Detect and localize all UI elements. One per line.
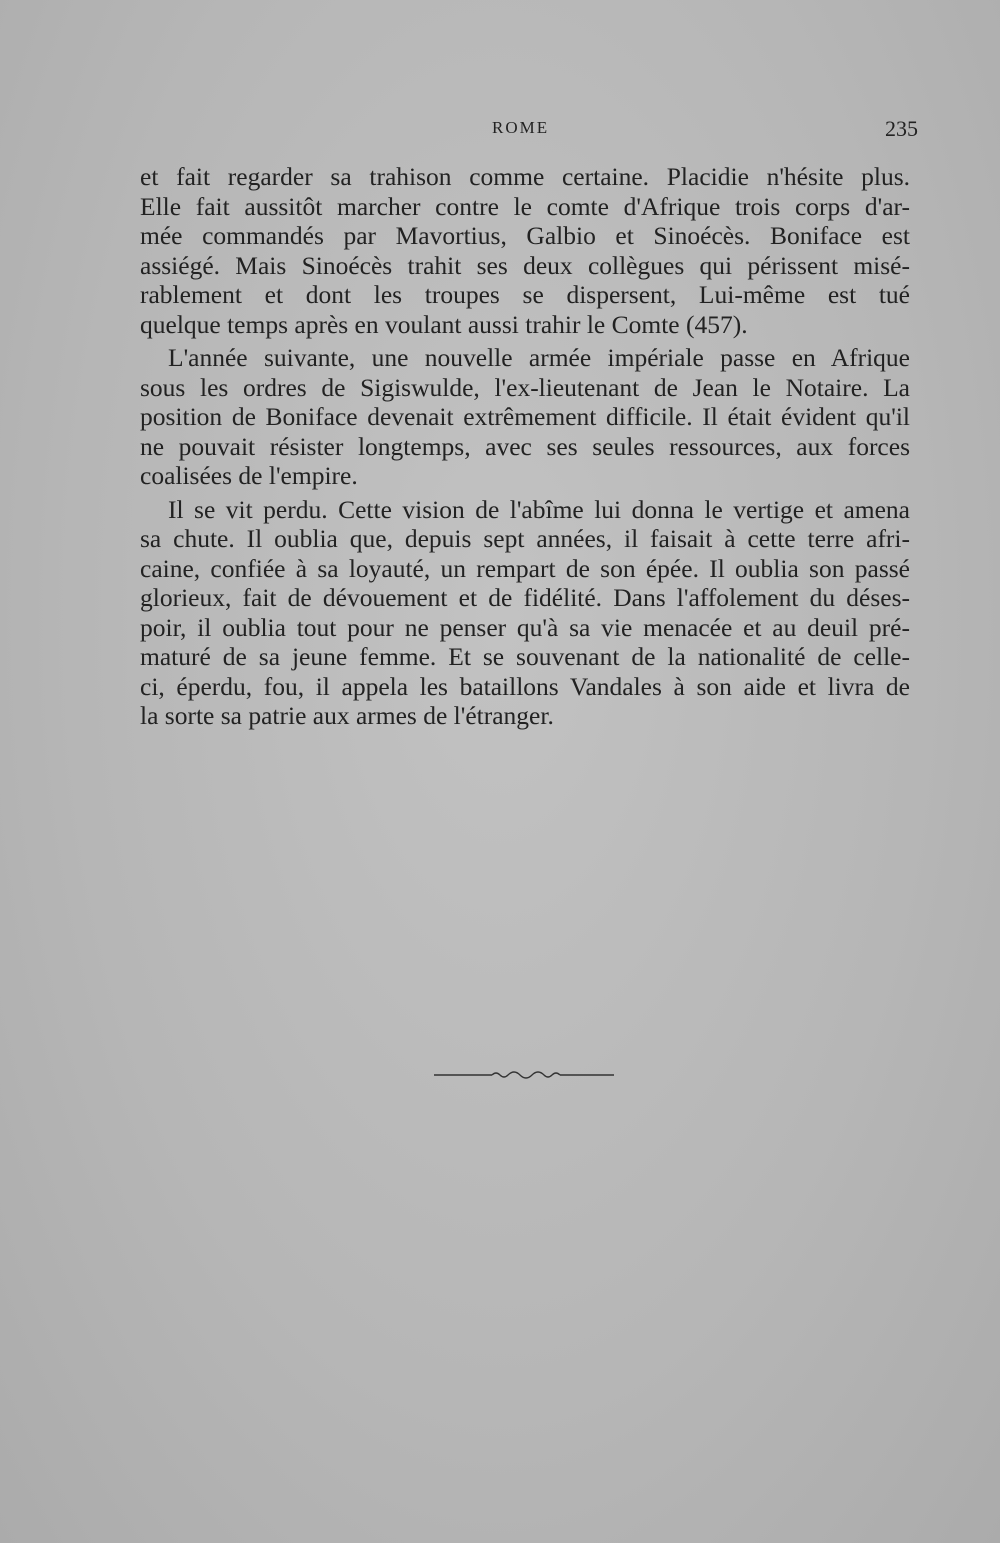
text-line: Il se vit perdu. Cette vision de l'abîme lui donna le vertige et amena <box>168 494 910 524</box>
text-line: poir, il oublia tout pour ne penser qu'à sa vie menacée et au deuil pré- <box>140 612 910 642</box>
running-title: ROME <box>492 118 550 137</box>
text-line: sous les ordres de Sigiswulde, l'ex-lieutenant de Jean le Notaire. La <box>140 372 910 402</box>
text-line: et fait regarder sa trahison comme certaine. Placidie n'hésite plus. <box>140 162 910 191</box>
paragraph-2 <box>140 343 910 491</box>
text-line: caine, confiée à sa loyauté, un rempart de son épée. Il oublia son passé <box>140 553 910 583</box>
text-line: glorieux, fait de dévouement et de fidélité. Dans l'affolement du déses- <box>140 583 910 612</box>
text-line: Elle fait aussitôt marcher contre le comte d'Afrique trois corps d'ar- <box>140 191 910 221</box>
text-line: quelque temps après en voulant aussi trahir le Comte (457). <box>140 309 748 339</box>
paragraph-3 <box>140 495 910 731</box>
text-line: ci, éperdu, fou, il appela les bataillons Vandales à son aide et livra de <box>140 671 910 701</box>
text-line: rablement et dont les troupes se dispersent, Lui-même est tué <box>140 280 910 309</box>
text-line: L'année suivante, une nouvelle armée impériale passe en Afrique <box>168 343 910 372</box>
body-text <box>140 162 910 731</box>
text-line: assiégé. Mais Sinoécès trahit ses deux collègues qui périssent misé- <box>140 250 910 280</box>
text-line: coalisées de l'empire. <box>140 461 358 490</box>
paragraph-1 <box>140 162 910 339</box>
text-line: la sorte sa patrie aux armes de l'étranger. <box>140 701 554 730</box>
running-head <box>140 118 918 142</box>
text-line: position de Boniface devenait extrêmement difficile. Il était évident qu'il <box>140 402 910 431</box>
text-line: mée commandés par Mavortius, Galbio et Sinoécès. Boniface est <box>140 221 910 250</box>
end-ornament <box>434 1068 614 1082</box>
page-number: 235 <box>885 116 918 141</box>
text-line: maturé de sa jeune femme. Et se souvenant de la nationalité de celle- <box>140 642 910 671</box>
text-line: ne pouvait résister longtemps, avec ses seules ressources, aux forces <box>140 431 910 461</box>
text-line: sa chute. Il oublia que, depuis sept années, il faisait à cette terre afri- <box>140 524 910 553</box>
